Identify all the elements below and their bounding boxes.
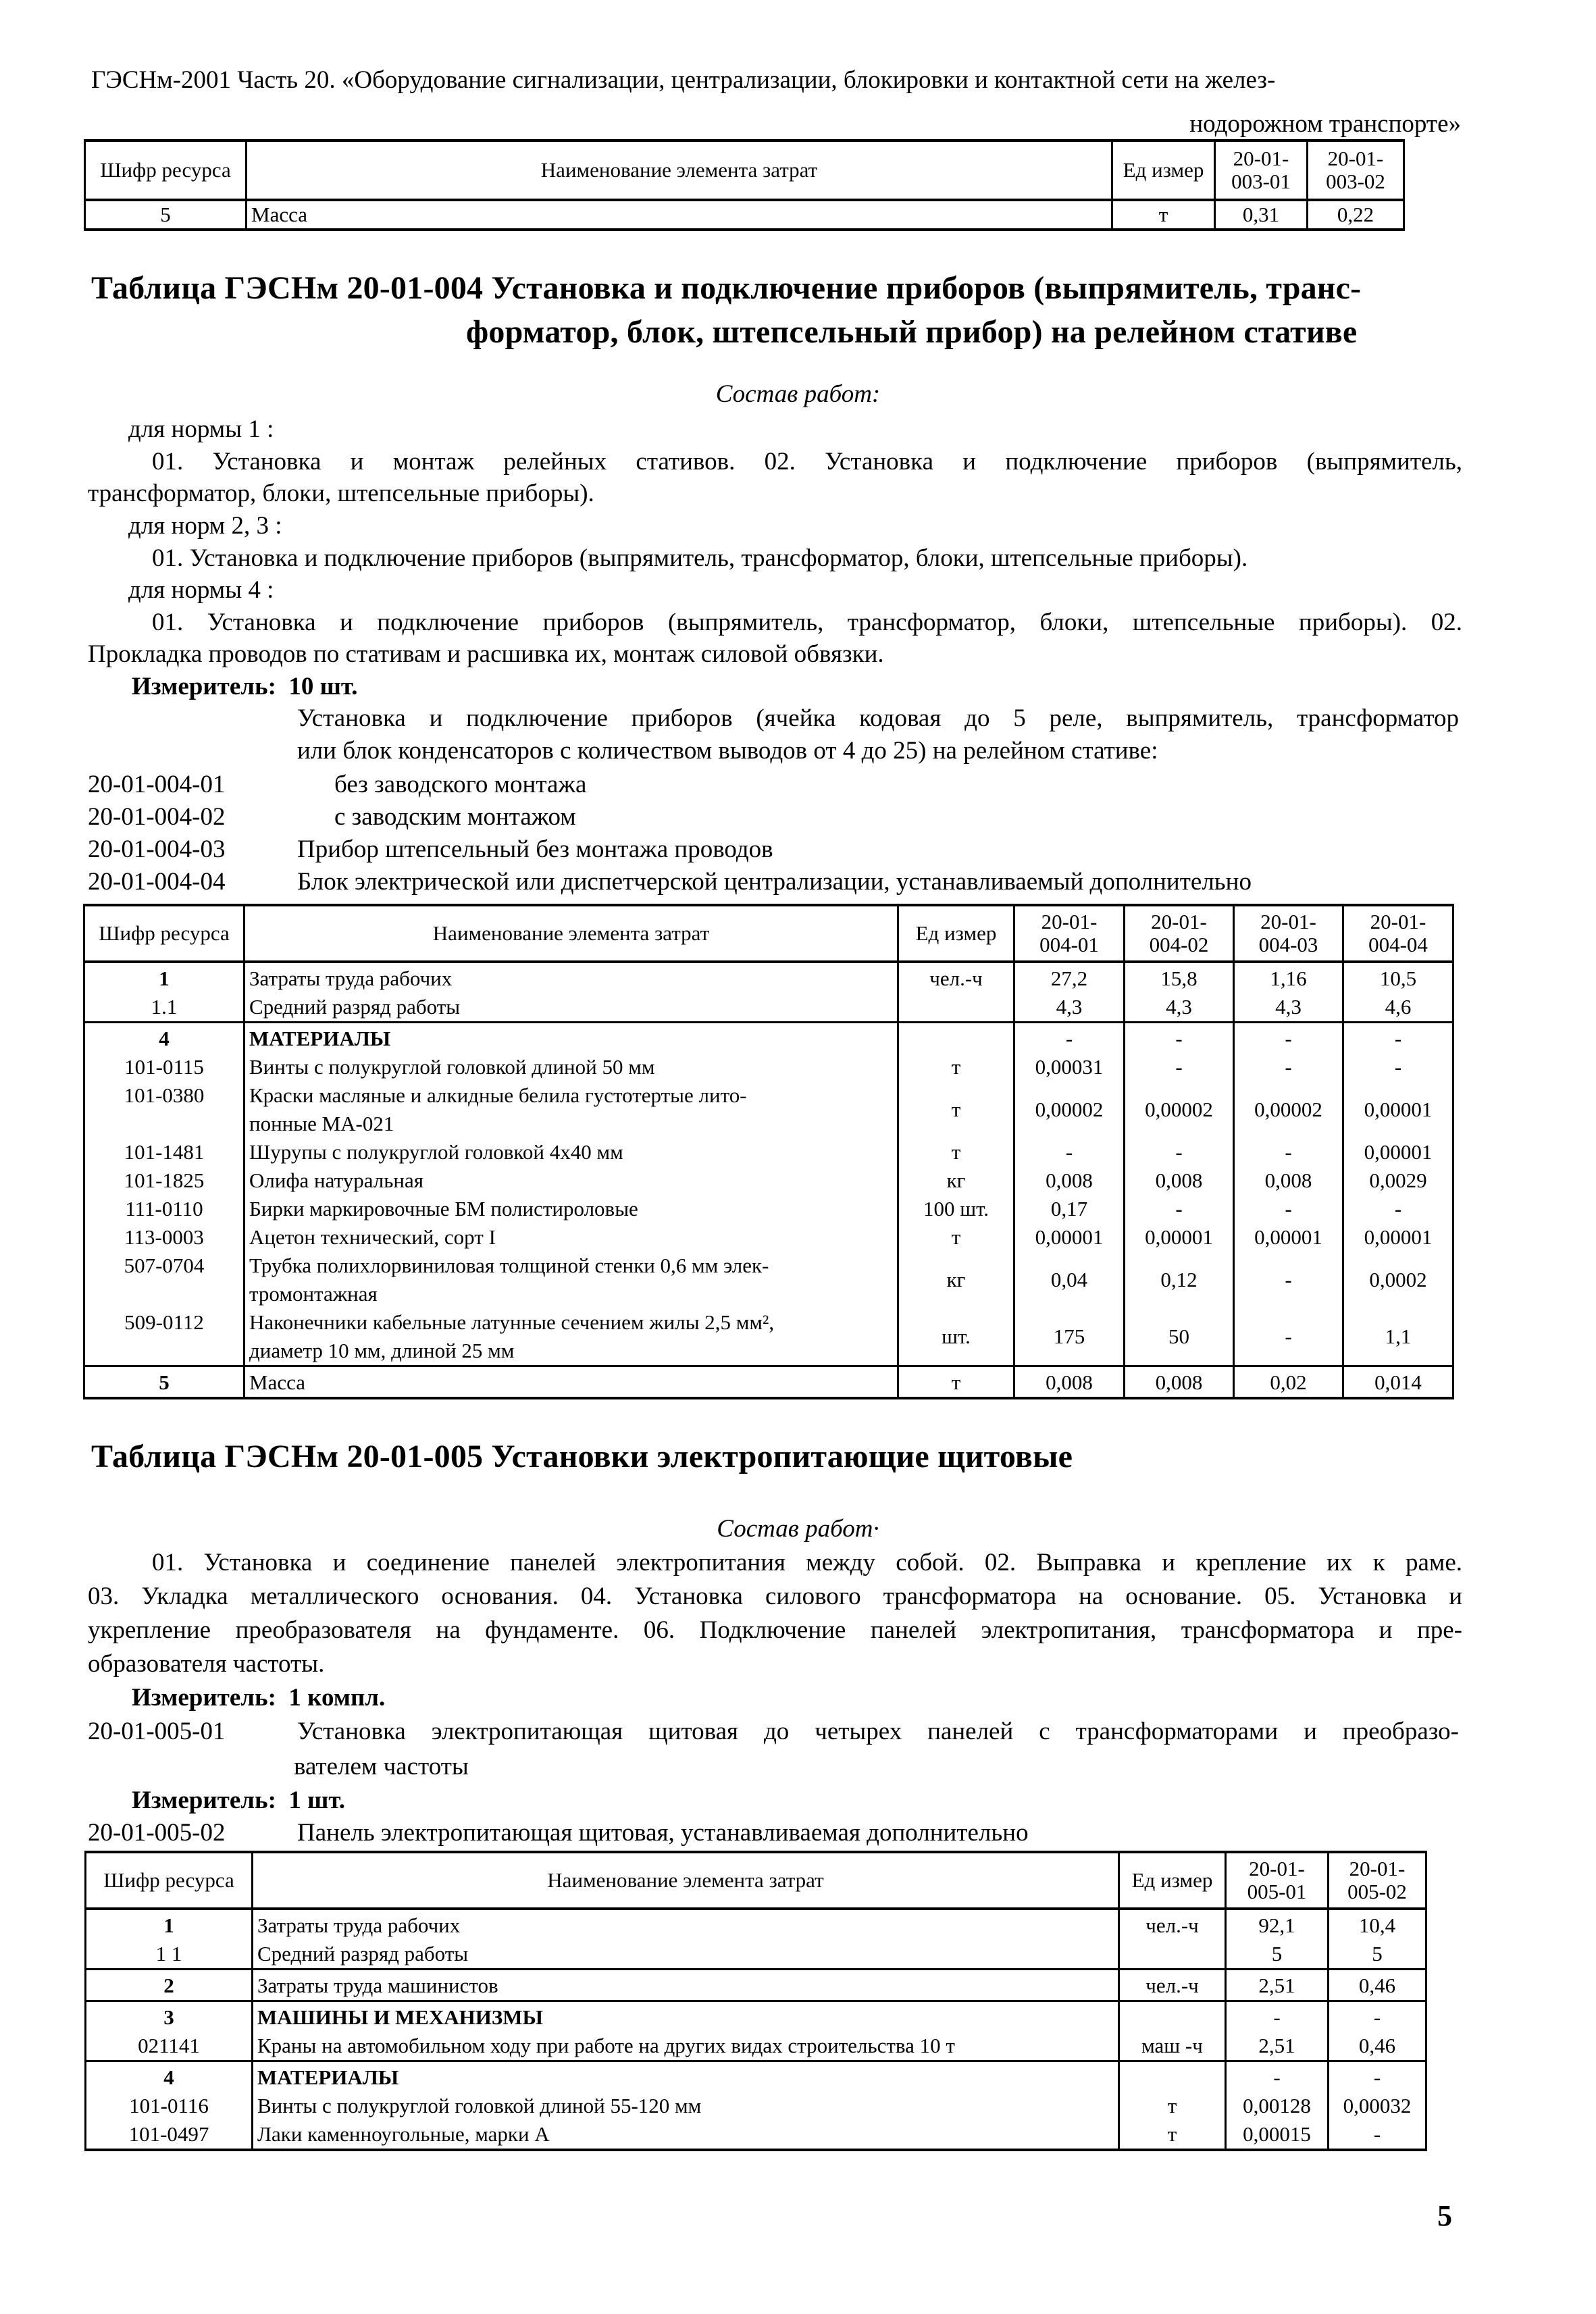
norm-value: 0,00002	[1014, 1081, 1125, 1138]
norm-value: 0,008	[1234, 1166, 1343, 1195]
norm-value: -	[1234, 1195, 1343, 1223]
norm-value: -	[1329, 2120, 1426, 2150]
cost-element-name: Краны на автомобильном ходу при работе на других видах строительства 10 т	[253, 2032, 1119, 2061]
unit	[1119, 1940, 1226, 1970]
norm-item	[88, 833, 773, 866]
resource-code: 021141	[86, 2032, 253, 2061]
header-norm-col-3: 20-01- 004-03	[1234, 905, 1343, 962]
cost-element-name: Наконечники кабельные латунные сечением жилы 2,5 мм², диаметр 10 мм, длиной 25 мм	[244, 1308, 898, 1366]
cost-element-name: Лаки каменноугольные, марки А	[253, 2120, 1119, 2150]
norm-value: 2,51	[1226, 1970, 1329, 2001]
unit: т	[898, 1081, 1014, 1138]
norm-value: 92,1	[1226, 1909, 1329, 1940]
table-row	[84, 1195, 1453, 1223]
resource-code: 1.1	[84, 993, 244, 1023]
norm-value: 0,00001	[1125, 1223, 1234, 1252]
row-group	[84, 1023, 1453, 1366]
section-005-paragraph-line4: образователя частоты.	[88, 1650, 325, 1678]
table-row	[84, 993, 1453, 1023]
norm-value: -	[1343, 1053, 1453, 1081]
norm-value: -	[1014, 1023, 1125, 1054]
norm-value: 0,00031	[1014, 1053, 1125, 1081]
norm-value: -	[1329, 2061, 1426, 2092]
table-row	[84, 1223, 1453, 1252]
row-group	[84, 962, 1453, 1023]
paragraph-norm1-text-line2: трансформатор, блоки, штепсельные приборы).	[88, 480, 594, 507]
cost-element-name: Масса	[247, 200, 1112, 230]
norm-code: 20-01-005-01	[88, 1718, 226, 1745]
norm-value: 0,00001	[1234, 1223, 1343, 1252]
norm-value: 0,0002	[1343, 1252, 1453, 1308]
cost-element-name: МАТЕРИАЛЫ	[244, 1023, 898, 1054]
norm-value: -	[1234, 1053, 1343, 1081]
table-row	[84, 1023, 1453, 1054]
unit: т	[1119, 2092, 1226, 2120]
norm-text: Панель электропитающая щитовая, устанавливаемая дополнительно	[297, 1819, 1029, 1847]
paragraph-norm4-text-line2: Прокладка проводов по стативам и расшивка их, монтаж силовой обвязки.	[88, 640, 884, 668]
norm-value: -	[1226, 2061, 1329, 2092]
unit: т	[898, 1138, 1014, 1166]
unit: чел.-ч	[898, 962, 1014, 993]
resource-code: 507-0704	[84, 1252, 244, 1308]
norm-value: -	[1125, 1023, 1234, 1054]
unit: шт.	[898, 1308, 1014, 1366]
unit: чел.-ч	[1119, 1909, 1226, 1940]
norm-value: 0,008	[1125, 1366, 1234, 1399]
norm-value: -	[1234, 1308, 1343, 1366]
norm-code: 20-01-004-01	[88, 771, 226, 798]
norm-value: 0,008	[1014, 1366, 1125, 1399]
norm-value: 0,17	[1014, 1195, 1125, 1223]
norm-value: 4,6	[1343, 993, 1453, 1023]
header-norm-col-4: 20-01- 004-04	[1343, 905, 1453, 962]
table-row	[84, 1081, 1453, 1138]
unit	[898, 993, 1014, 1023]
resource-code: 4	[84, 1023, 244, 1054]
table-row	[84, 1366, 1453, 1399]
norm-value: 0,0029	[1343, 1166, 1453, 1195]
cost-element-name: МАШИНЫ И МЕХАНИЗМЫ	[253, 2001, 1119, 2032]
unit: 100 шт.	[898, 1195, 1014, 1223]
section-004-title-line2: форматор, блок, штепсельный прибор) на релейном стативе	[466, 314, 1358, 350]
table-row	[86, 1940, 1426, 1970]
norm-value: 0,00032	[1329, 2092, 1426, 2120]
cost-element-name: Винты с полукруглой головкой длиной 55-120 мм	[253, 2092, 1119, 2120]
norm-item	[88, 769, 586, 801]
norm-value: 0,12	[1125, 1252, 1234, 1308]
unit	[898, 1023, 1014, 1054]
cost-element-name: Ацетон технический, сорт I	[244, 1223, 898, 1252]
section-005-paragraph-line3: укрепление преобразователя на фундаменте. 06. Подключение панелей электропитания, трансформатора и пре-	[88, 1616, 1462, 1644]
row-group	[86, 1909, 1426, 1970]
meter-label: Измеритель:	[132, 1786, 276, 1814]
norm-value: 1,16	[1234, 962, 1343, 993]
resource-code: 101-0380	[84, 1081, 244, 1138]
cost-element-name: Затраты труда рабочих	[244, 962, 898, 993]
norm-item	[88, 801, 576, 833]
norm-value: 0,00128	[1226, 2092, 1329, 2120]
table-header-row	[86, 1852, 1426, 1909]
section-005-title: Таблица ГЭСНм 20-01-005 Установки электропитающие щитовые	[91, 1439, 1073, 1474]
norm-005-01	[88, 1716, 1459, 1748]
section-005-work-heading: Состав работ·	[717, 1515, 879, 1543]
header-cost-element: Наименование элемента затрат	[253, 1852, 1119, 1909]
table-row	[86, 2032, 1426, 2061]
table-row	[84, 1252, 1453, 1308]
cost-element-name: Бирки маркировочные БМ полистироловые	[244, 1195, 898, 1223]
cost-element-name: Затраты труда рабочих	[253, 1909, 1119, 1940]
meter-value: 1 компл.	[288, 1684, 386, 1712]
norm-value: -	[1014, 1138, 1125, 1166]
table-row	[84, 1053, 1453, 1081]
meter-value: 10 шт.	[288, 673, 358, 700]
unit: чел.-ч	[1119, 1970, 1226, 2001]
meter-value: 1 шт.	[288, 1786, 346, 1814]
unit: т	[1112, 200, 1215, 230]
norm-value: 0,00001	[1343, 1138, 1453, 1166]
norm-code: 20-01-004-04	[88, 868, 226, 896]
header-norm-col-2: 20-01- 004-02	[1125, 905, 1234, 962]
norm-text: Блок электрической или диспетчерской централизации, устанавливаемый дополнительно	[297, 868, 1252, 896]
norm-text: Установка электропитающая щитовая до четырех панелей с трансформаторами и преобразо-	[297, 1718, 1459, 1745]
table-row	[85, 200, 1404, 230]
table-row	[86, 2061, 1426, 2092]
norm-code: 20-01-004-03	[88, 835, 226, 863]
header-norm-col-1: 20-01- 004-01	[1014, 905, 1125, 962]
header-norm-col-2: 20-01- 003-02	[1308, 140, 1404, 200]
norm-value: -	[1343, 1195, 1453, 1223]
norm-value: 0,00001	[1343, 1081, 1453, 1138]
unit: маш -ч	[1119, 2032, 1226, 2061]
unit: т	[898, 1223, 1014, 1252]
norm-code: 20-01-005-02	[88, 1819, 226, 1847]
table-header-row	[84, 905, 1453, 962]
cost-element-name: Краски масляные и алкидные белила густотертые лито- понные МА-021	[244, 1081, 898, 1138]
unit: т	[898, 1053, 1014, 1081]
resource-code: 3	[86, 2001, 253, 2032]
table-row	[84, 1138, 1453, 1166]
norm-value: 4,3	[1125, 993, 1234, 1023]
section-004-work-heading: Состав работ:	[715, 380, 881, 408]
meter-004	[132, 671, 358, 703]
norm-value: 5	[1226, 1940, 1329, 1970]
table-row	[86, 2120, 1426, 2150]
norm-code: 20-01-004-02	[88, 803, 226, 831]
paragraph-norm1-text-line1: 01. Установка и монтаж релейных стативов. 02. Установка и подключение приборов (выпрямитель,	[152, 448, 1462, 475]
norm-value: -	[1125, 1138, 1234, 1166]
norm-005-01-line2: вателем частоты	[294, 1753, 469, 1780]
norm-value: -	[1234, 1138, 1343, 1166]
norm-value: -	[1226, 2001, 1329, 2032]
cost-element-name: Олифа натуральная	[244, 1166, 898, 1195]
norm-value: -	[1234, 1252, 1343, 1308]
unit: кг	[898, 1166, 1014, 1195]
norm-text: без заводского монтажа	[334, 771, 587, 798]
paragraph-norm4-label: для нормы 4 :	[128, 576, 274, 604]
unit: т	[1119, 2120, 1226, 2150]
norm-value: 5	[1329, 1940, 1426, 1970]
resource-code: 101-0116	[86, 2092, 253, 2120]
norm-value: 0,00002	[1125, 1081, 1234, 1138]
row-group	[86, 1970, 1426, 2001]
meter-label: Измеритель:	[132, 673, 276, 700]
cost-element-name: Масса	[244, 1366, 898, 1399]
norm-value: 0,00001	[1014, 1223, 1125, 1252]
norm-value: 0,00001	[1343, 1223, 1453, 1252]
norm-value: -	[1125, 1195, 1234, 1223]
norm-value: 0,014	[1343, 1366, 1453, 1399]
table-004	[83, 904, 1454, 1399]
norm-value: 15,8	[1125, 962, 1234, 993]
row-group	[86, 2001, 1426, 2061]
table-row	[86, 2092, 1426, 2120]
norm-value: -	[1343, 1023, 1453, 1054]
resource-code: 1	[84, 962, 244, 993]
norm-value: 0,46	[1329, 1970, 1426, 2001]
cost-element-name: Затраты труда машинистов	[253, 1970, 1119, 2001]
norm-value: 27,2	[1014, 962, 1125, 993]
header-unit: Ед измер	[1112, 140, 1215, 200]
header-cost-element: Наименование элемента затрат	[244, 905, 898, 962]
paragraph-norm1-label: для нормы 1 :	[128, 415, 274, 443]
norm-value: 0,31	[1215, 200, 1308, 230]
table-row	[84, 1166, 1453, 1195]
cost-element-name: Средний разряд работы	[253, 1940, 1119, 1970]
resource-code: 101-0497	[86, 2120, 253, 2150]
header-unit: Ед измер	[898, 905, 1014, 962]
resource-code: 5	[85, 200, 247, 230]
table-003-tail	[84, 139, 1405, 231]
section-004-intro-line2: или блок конденсаторов с количеством выводов от 4 до 25) на релейном стативе:	[297, 737, 1158, 765]
resource-code: 1 1	[86, 1940, 253, 1970]
resource-code: 111-0110	[84, 1195, 244, 1223]
norm-value: 50	[1125, 1308, 1234, 1366]
norm-value: -	[1329, 2001, 1426, 2032]
cost-element-name: МАТЕРИАЛЫ	[253, 2061, 1119, 2092]
header-cost-element: Наименование элемента затрат	[247, 140, 1112, 200]
cost-element-name: Трубка полихлорвиниловая толщиной стенки 0,6 мм элек- тромонтажная	[244, 1252, 898, 1308]
norm-text: Прибор штепсельный без монтажа проводов	[297, 835, 773, 863]
resource-code: 101-1825	[84, 1166, 244, 1195]
header-resource-code: Шифр ресурса	[85, 140, 247, 200]
section-005-paragraph-line1: 01. Установка и соединение панелей электропитания между собой. 02. Выправка и крепление их к раме.	[152, 1549, 1462, 1576]
resource-code: 1	[86, 1909, 253, 1940]
section-004-intro-line1: Установка и подключение приборов (ячейка кодовая до 5 реле, выпрямитель, трансформатор	[297, 704, 1459, 732]
table-005	[84, 1851, 1427, 2151]
resource-code: 2	[86, 1970, 253, 2001]
norm-value: 1,1	[1343, 1308, 1453, 1366]
table-row	[84, 1308, 1453, 1366]
norm-005-02	[88, 1817, 1029, 1849]
section-005-paragraph-line2: 03. Укладка металлического основания. 04. Установка силового трансформатора на основание. 05. Установка и	[88, 1583, 1462, 1610]
running-header-line2: нодорожном транспорте»	[1189, 110, 1461, 138]
paragraph-norm4-text-line1: 01. Установка и подключение приборов (выпрямитель, трансформатор, блоки, штепсельные приборы). 02.	[152, 609, 1462, 636]
table-header-row	[85, 140, 1404, 200]
norm-value: 0,008	[1125, 1166, 1234, 1195]
table-row	[84, 962, 1453, 993]
meter2-005	[132, 1784, 345, 1817]
row-group	[84, 1366, 1453, 1399]
norm-value: 175	[1014, 1308, 1125, 1366]
running-header-line1: ГЭСНм-2001 Часть 20. «Оборудование сигнализации, централизации, блокировки и контактной сети на желез-	[91, 66, 1276, 94]
resource-code: 5	[84, 1366, 244, 1399]
table-row	[86, 1970, 1426, 2001]
resource-code: 4	[86, 2061, 253, 2092]
cost-element-name: Средний разряд работы	[244, 993, 898, 1023]
resource-code: 509-0112	[84, 1308, 244, 1366]
norm-value: 2,51	[1226, 2032, 1329, 2061]
resource-code: 101-0115	[84, 1053, 244, 1081]
norm-value: 0,04	[1014, 1252, 1125, 1308]
cost-element-name: Винты с полукруглой головкой длиной 50 мм	[244, 1053, 898, 1081]
unit	[1119, 2061, 1226, 2092]
resource-code: 101-1481	[84, 1138, 244, 1166]
row-group	[86, 2061, 1426, 2151]
norm-value: 0,008	[1014, 1166, 1125, 1195]
norm-value: 10,4	[1329, 1909, 1426, 1940]
section-004-title-line1: Таблица ГЭСНм 20-01-004 Установка и подключение приборов (выпрямитель, транс-	[91, 270, 1362, 306]
norm-value: -	[1234, 1023, 1343, 1054]
meter1-005	[132, 1682, 385, 1714]
norm-value: 4,3	[1014, 993, 1125, 1023]
header-norm-col-1: 20-01- 003-01	[1215, 140, 1308, 200]
norm-value: 10,5	[1343, 962, 1453, 993]
norm-value: 0,22	[1308, 200, 1404, 230]
norm-value: 4,3	[1234, 993, 1343, 1023]
meter-label: Измеритель:	[132, 1684, 276, 1712]
header-norm-col-2: 20-01- 005-02	[1329, 1852, 1426, 1909]
norm-value: 0,00002	[1234, 1081, 1343, 1138]
unit: кг	[898, 1252, 1014, 1308]
unit: т	[898, 1366, 1014, 1399]
norm-item	[88, 866, 1252, 898]
resource-code: 113-0003	[84, 1223, 244, 1252]
norm-text: с заводским монтажом	[334, 803, 576, 831]
table-row	[86, 1909, 1426, 1940]
unit	[1119, 2001, 1226, 2032]
norm-value: 0,46	[1329, 2032, 1426, 2061]
paragraph-norm23-text: 01. Установка и подключение приборов (выпрямитель, трансформатор, блоки, штепсельные приборы).	[152, 544, 1248, 572]
norm-value: 0,00015	[1226, 2120, 1329, 2150]
norm-value: 0,02	[1234, 1366, 1343, 1399]
header-unit: Ед измер	[1119, 1852, 1226, 1909]
header-resource-code: Шифр ресурса	[86, 1852, 253, 1909]
header-norm-col-1: 20-01- 005-01	[1226, 1852, 1329, 1909]
table-row	[86, 2001, 1426, 2032]
cost-element-name: Шурупы с полукруглой головкой 4х40 мм	[244, 1138, 898, 1166]
page-number: 5	[1437, 2199, 1452, 2232]
header-resource-code: Шифр ресурса	[84, 905, 244, 962]
paragraph-norm23-label: для норм 2, 3 :	[128, 512, 282, 540]
norm-value: -	[1125, 1053, 1234, 1081]
